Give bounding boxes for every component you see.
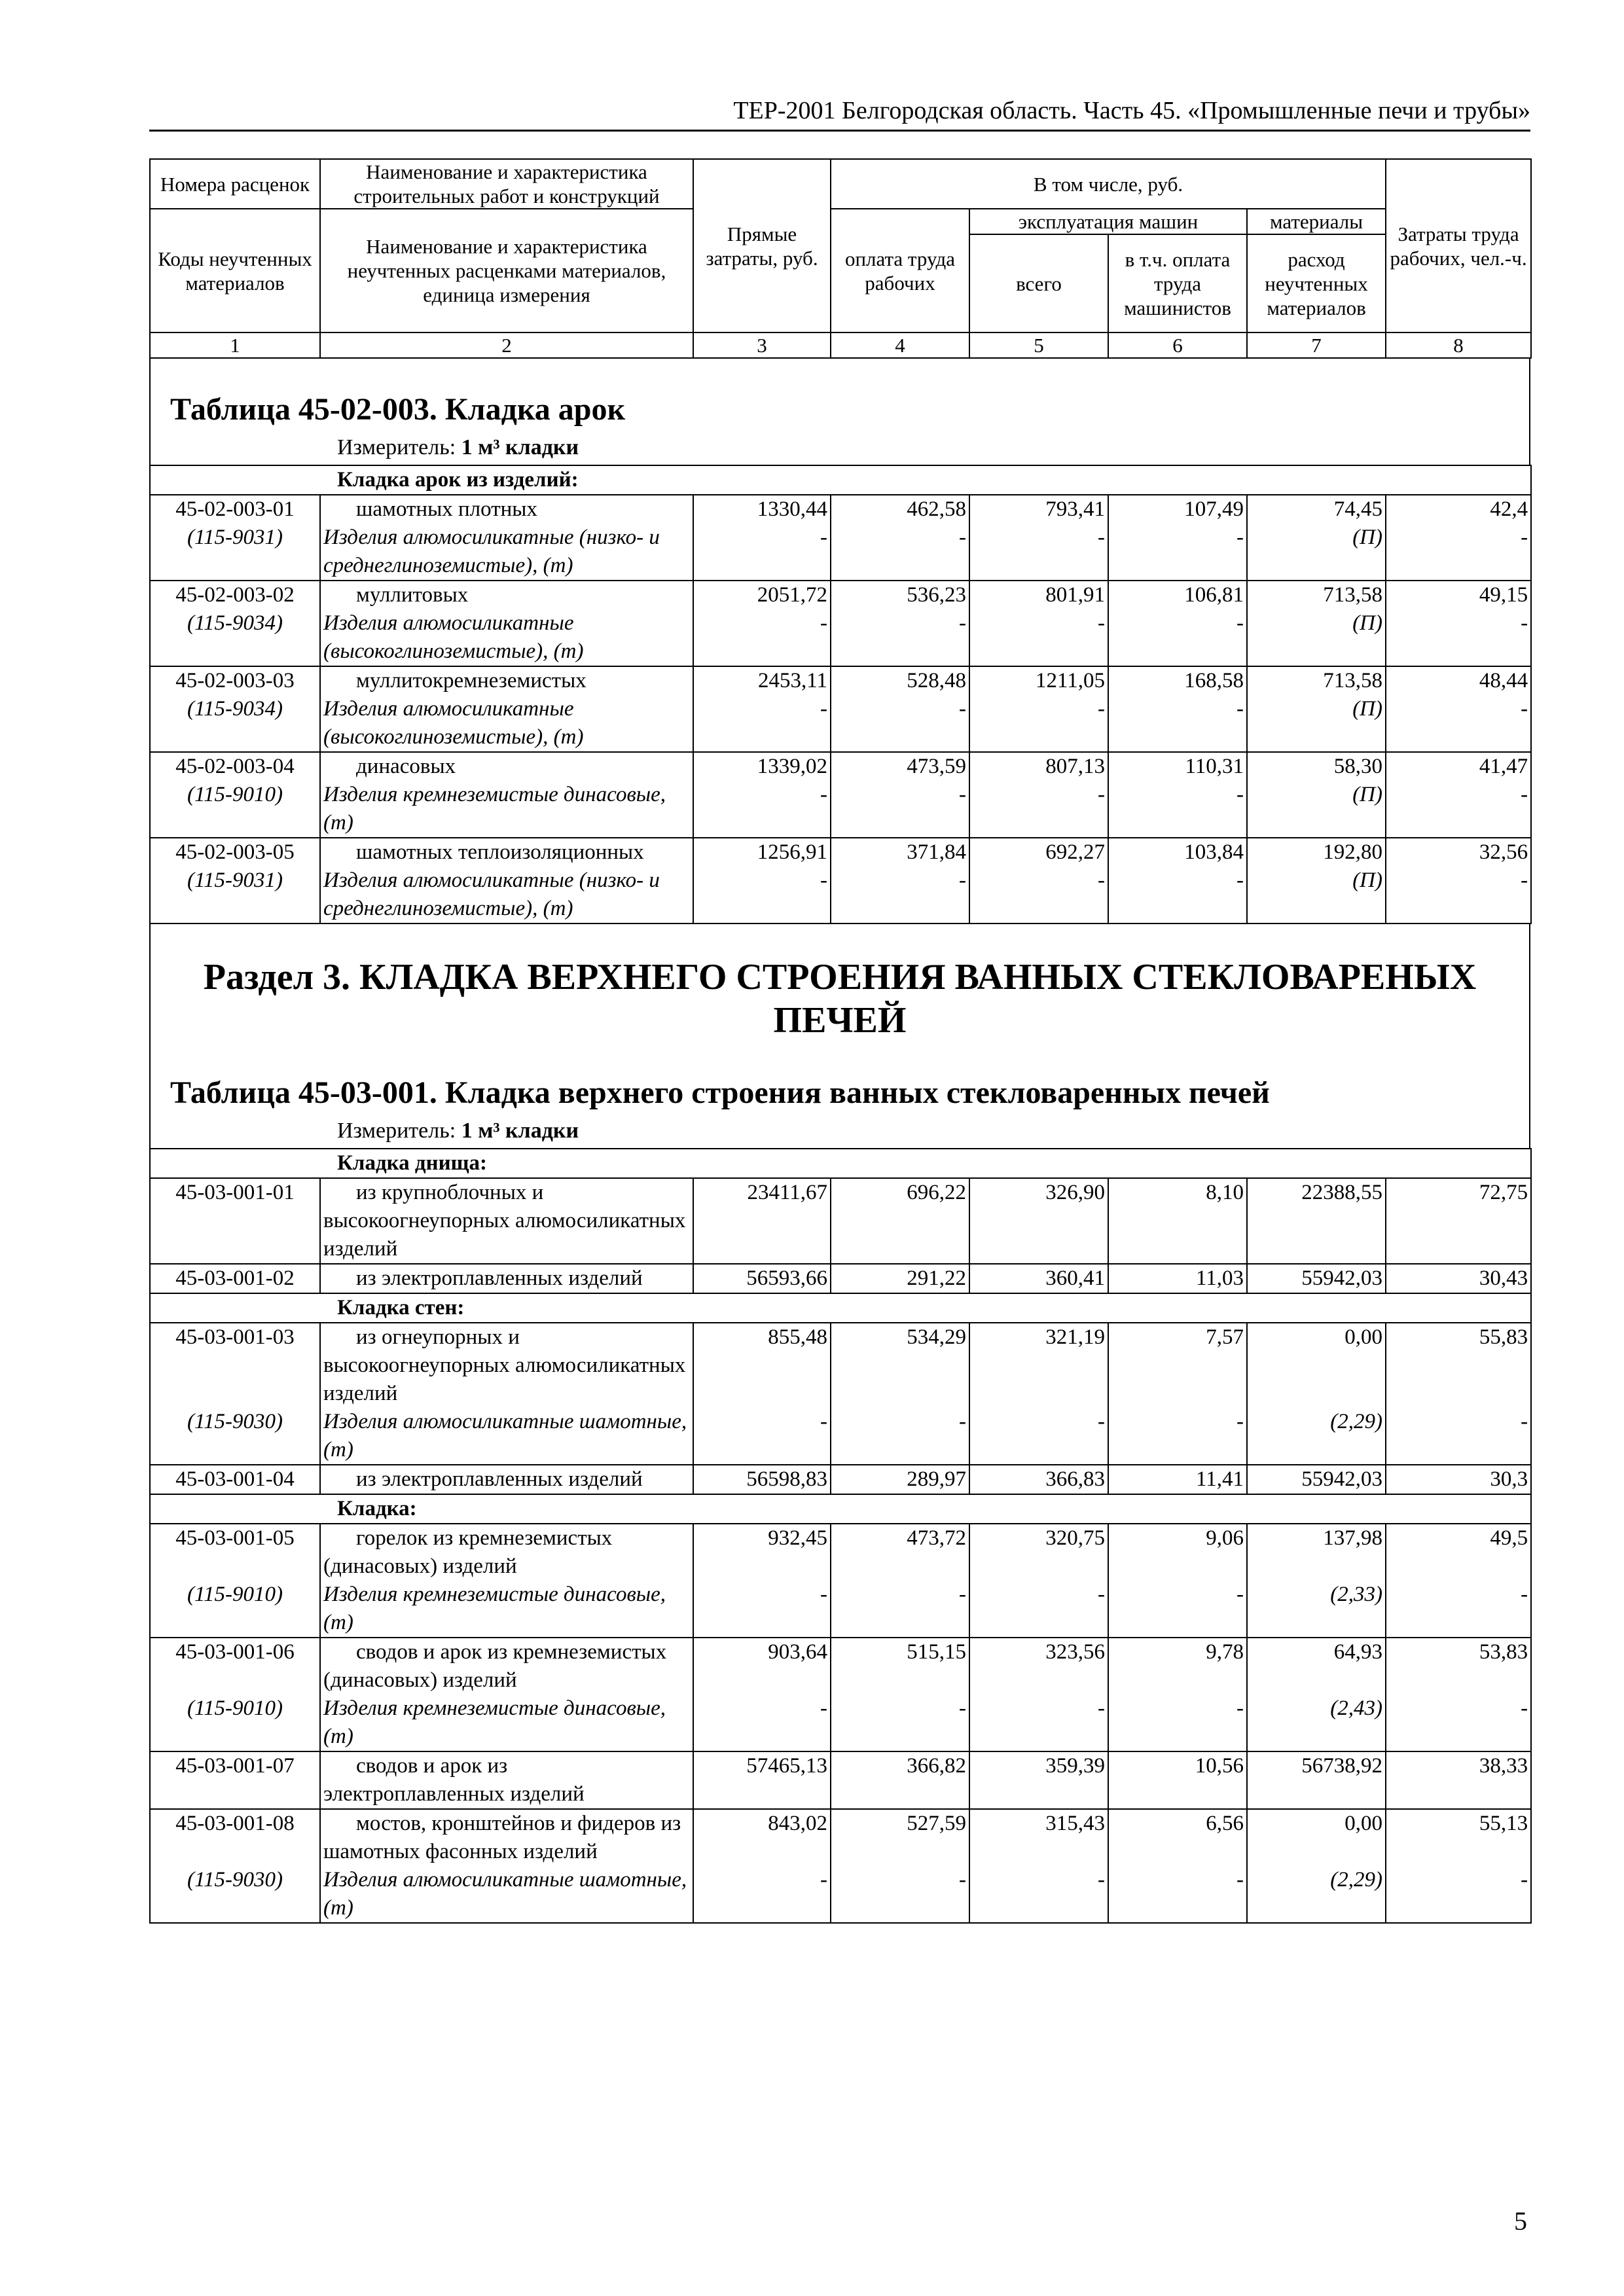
header-col8: Затраты труда рабочих, чел.-ч. <box>1386 159 1531 332</box>
material-cost: 55942,03 <box>1247 1465 1386 1494</box>
material-code: (115-9030) <box>150 1866 320 1923</box>
dash: - <box>969 1866 1108 1923</box>
dash: - <box>969 1408 1108 1465</box>
machine-cost: 320,75 <box>969 1524 1108 1581</box>
table2-body <box>149 1148 1532 1924</box>
labor-cost: 371,84 <box>907 840 966 864</box>
rate-code: 45-02-003-04 <box>175 755 295 778</box>
group-label: Кладка: <box>150 1494 1531 1524</box>
dash: - <box>693 1408 831 1465</box>
work-name: мостов, кронштейнов и фидеров из шамотных фасонных изделий <box>323 1812 681 1863</box>
rate-code: 45-03-001-05 <box>150 1524 320 1581</box>
rate-code: 45-02-003-03 <box>175 669 295 692</box>
dash: - <box>1098 783 1105 806</box>
dash: - <box>1386 1408 1531 1465</box>
operator-cost: 11,03 <box>1108 1264 1247 1293</box>
work-name: сводов и арок из электроплавленных изделий <box>323 1754 585 1806</box>
table-row <box>150 1178 1531 1264</box>
material-consumption: (П) <box>1352 526 1382 549</box>
operator-cost: 9,78 <box>1108 1638 1247 1695</box>
dash: - <box>959 611 966 635</box>
material-name: Изделия алюмосиликатные (высокоглиноземистые), (т) <box>323 611 584 663</box>
labor-cost: 366,82 <box>831 1751 969 1809</box>
table1-title: Таблица 45-02-003. Кладка арок <box>170 392 626 427</box>
labor-hours: 49,15 <box>1479 583 1528 607</box>
material-name: Изделия алюмосиликатные шамотные, (т) <box>320 1866 693 1923</box>
dash: - <box>1236 869 1244 892</box>
work-name: сводов и арок из кремнеземистых (динасовых) изделий <box>323 1640 667 1692</box>
material-name: Изделия кремнеземистые динасовые, (т) <box>320 1695 693 1751</box>
material-consumption: (П) <box>1352 611 1382 635</box>
machine-cost: 692,27 <box>1045 840 1105 864</box>
header-num: 5 <box>969 332 1108 358</box>
material-cost: 0,00 <box>1247 1323 1386 1408</box>
labor-cost: 527,59 <box>831 1809 969 1866</box>
header-col1-bottom: Коды неучтенных материалов <box>150 209 320 332</box>
dash: - <box>820 611 827 635</box>
dash: - <box>1108 1408 1247 1465</box>
rate-code: 45-03-001-08 <box>150 1809 320 1866</box>
table-subrow <box>150 1408 1531 1465</box>
dash: - <box>831 1866 969 1923</box>
direct-cost: 2051,72 <box>757 583 827 607</box>
header-num: 8 <box>1386 332 1531 358</box>
rate-code: 45-03-001-03 <box>150 1323 320 1408</box>
material-cost: 713,58 <box>1323 583 1382 607</box>
header-col7: расход неучтенных материалов <box>1247 234 1386 332</box>
material-code: (115-9030) <box>150 1408 320 1465</box>
dash: - <box>1098 697 1105 721</box>
direct-cost: 932,45 <box>693 1524 831 1581</box>
dash: - <box>1236 783 1244 806</box>
dash: - <box>1108 1866 1247 1923</box>
work-name: шамотных плотных <box>356 497 537 521</box>
machine-cost: 793,41 <box>1045 497 1105 521</box>
table2-title: Таблица 45-03-001. Кладка верхнего строения ванных стекловаренных печей <box>170 1075 1270 1110</box>
direct-cost: 23411,67 <box>693 1178 831 1264</box>
machine-cost: 323,56 <box>969 1638 1108 1695</box>
material-code: (115-9031) <box>187 526 283 549</box>
table-subrow <box>150 1695 1531 1751</box>
header-col3: Прямые затраты, руб. <box>693 159 831 332</box>
dash: - <box>820 869 827 892</box>
dash: - <box>1386 1581 1531 1638</box>
labor-hours: 32,56 <box>1479 840 1528 864</box>
rate-code: 45-03-001-06 <box>150 1638 320 1695</box>
dash: - <box>1108 1695 1247 1751</box>
machine-cost: 807,13 <box>1045 755 1105 778</box>
table-subrow <box>150 1866 1531 1923</box>
dash: - <box>820 526 827 549</box>
header-num: 3 <box>693 332 831 358</box>
group-row <box>150 1149 1531 1178</box>
table2-measure: Измеритель: 1 м³ кладки <box>337 1119 579 1143</box>
dash: - <box>831 1408 969 1465</box>
dash: - <box>969 1581 1108 1638</box>
labor-hours: 30,3 <box>1386 1465 1531 1494</box>
rate-code: 45-03-001-01 <box>150 1178 320 1264</box>
header-num: 2 <box>320 332 693 358</box>
direct-cost: 843,02 <box>693 1809 831 1866</box>
operator-cost: 8,10 <box>1108 1178 1247 1264</box>
operator-cost: 168,58 <box>1184 669 1244 692</box>
header-number-row <box>150 332 1531 358</box>
table-row <box>150 1638 1531 1695</box>
labor-hours: 72,75 <box>1386 1178 1531 1264</box>
material-name: Изделия кремнеземистые динасовые, (т) <box>323 783 666 834</box>
direct-cost: 56593,66 <box>693 1264 831 1293</box>
material-name: Изделия алюмосиликатные (низко- и среднеглиноземистые), (т) <box>323 526 660 577</box>
direct-cost: 1330,44 <box>757 497 827 521</box>
header-materials: материалы <box>1247 209 1386 234</box>
labor-hours: 41,47 <box>1479 755 1528 778</box>
header-num: 6 <box>1108 332 1247 358</box>
dash: - <box>959 697 966 721</box>
table-row <box>150 1751 1531 1809</box>
labor-hours: 53,83 <box>1386 1638 1531 1695</box>
dash: - <box>831 1695 969 1751</box>
group-row <box>150 1494 1531 1524</box>
header-num: 7 <box>1247 332 1386 358</box>
dash: - <box>693 1866 831 1923</box>
dash: - <box>959 526 966 549</box>
header-col4: оплата труда рабочих <box>831 209 969 332</box>
machine-cost: 359,39 <box>969 1751 1108 1809</box>
labor-hours: 49,5 <box>1386 1524 1531 1581</box>
dash: - <box>1521 697 1528 721</box>
dash: - <box>693 1695 831 1751</box>
material-consumption: (2,33) <box>1247 1581 1386 1638</box>
work-name: из крупноблочных и высокоогнеупорных алюмосиликатных изделий <box>323 1181 686 1261</box>
operator-cost: 11,41 <box>1108 1465 1247 1494</box>
table-row <box>150 1323 1531 1408</box>
labor-hours: 48,44 <box>1479 669 1528 692</box>
table1-measure: Измеритель: 1 м³ кладки <box>337 435 579 459</box>
material-cost: 22388,55 <box>1247 1178 1386 1264</box>
material-cost: 56738,92 <box>1247 1751 1386 1809</box>
material-name: Изделия алюмосиликатные (низко- и среднеглиноземистые), (т) <box>323 869 660 920</box>
section3-title: Раздел 3. КЛАДКА ВЕРХНЕГО СТРОЕНИЯ ВАННЫХ СТЕКЛОВАРЕНЫХ ПЕЧЕЙ <box>203 957 1477 1041</box>
dash: - <box>1098 869 1105 892</box>
material-code: (115-9010) <box>150 1695 320 1751</box>
machine-cost: 360,41 <box>969 1264 1108 1293</box>
labor-cost: 534,29 <box>831 1323 969 1408</box>
machine-cost: 366,83 <box>969 1465 1108 1494</box>
material-code: (115-9010) <box>187 783 283 806</box>
work-name: шамотных теплоизоляционных <box>356 840 644 864</box>
material-cost: 64,93 <box>1247 1638 1386 1695</box>
header-num: 4 <box>831 332 969 358</box>
operator-cost: 10,56 <box>1108 1751 1247 1809</box>
operator-cost: 106,81 <box>1184 583 1244 607</box>
header-num: 1 <box>150 332 320 358</box>
operator-cost: 107,49 <box>1184 497 1244 521</box>
section3-caption <box>149 924 1530 1148</box>
operator-cost: 103,84 <box>1184 840 1244 864</box>
labor-cost: 536,23 <box>907 583 966 607</box>
dash: - <box>1236 611 1244 635</box>
dash: - <box>1386 1695 1531 1751</box>
header-incl: В том числе, руб. <box>831 159 1386 209</box>
machine-cost: 326,90 <box>969 1178 1108 1264</box>
table-row <box>150 1524 1531 1581</box>
labor-cost: 696,22 <box>831 1178 969 1264</box>
material-consumption: (П) <box>1352 783 1382 806</box>
labor-hours: 42,4 <box>1490 497 1528 521</box>
operator-cost: 7,57 <box>1108 1323 1247 1408</box>
rate-code: 45-02-003-05 <box>175 840 295 864</box>
direct-cost: 903,64 <box>693 1638 831 1695</box>
operator-cost: 9,06 <box>1108 1524 1247 1581</box>
dash: - <box>1521 783 1528 806</box>
work-name: из огнеупорных и высокоогнеупорных алюмосиликатных изделий <box>323 1325 686 1405</box>
labor-cost: 473,72 <box>831 1524 969 1581</box>
direct-cost: 2453,11 <box>757 669 827 692</box>
rate-code: 45-03-001-07 <box>150 1751 320 1809</box>
dash: - <box>1108 1581 1247 1638</box>
labor-cost: 473,59 <box>907 755 966 778</box>
dash: - <box>693 1581 831 1638</box>
direct-cost: 1339,02 <box>757 755 827 778</box>
dash: - <box>831 1581 969 1638</box>
header-col1-top: Номера расценок <box>150 159 320 209</box>
header-col2-top: Наименование и характеристика строительных работ и конструкций <box>320 159 693 209</box>
table-row <box>150 1809 1531 1866</box>
labor-cost: 462,58 <box>907 497 966 521</box>
work-name: муллитокремнеземистых <box>356 669 586 692</box>
direct-cost: 1256,91 <box>757 840 827 864</box>
dash: - <box>1521 611 1528 635</box>
material-cost: 713,58 <box>1323 669 1382 692</box>
table-row <box>150 1465 1531 1494</box>
rate-code: 45-03-001-04 <box>150 1465 320 1494</box>
header-col2-bottom: Наименование и характеристика неучтенных расценками материалов, единица измерения <box>320 209 693 332</box>
operator-cost: 6,56 <box>1108 1809 1247 1866</box>
running-header: ТЕР-2001 Белгородская область. Часть 45. «Промышленные печи и трубы» <box>149 96 1530 132</box>
rate-code: 45-02-003-01 <box>175 497 295 521</box>
work-name: муллитовых <box>356 583 469 607</box>
main-content <box>149 158 1530 1924</box>
dash: - <box>820 783 827 806</box>
machine-cost: 321,19 <box>969 1323 1108 1408</box>
table-row <box>150 581 1531 666</box>
group-label: Кладка арок из изделий: <box>150 465 1531 495</box>
dash: - <box>1236 697 1244 721</box>
material-code: (115-9034) <box>187 611 283 635</box>
dash: - <box>1386 1866 1531 1923</box>
material-cost: 55942,03 <box>1247 1264 1386 1293</box>
work-name: из электроплавленных изделий <box>356 1266 643 1290</box>
material-cost: 74,45 <box>1333 497 1382 521</box>
material-consumption: (П) <box>1352 869 1382 892</box>
material-code: (115-9034) <box>187 697 283 721</box>
work-name: из электроплавленных изделий <box>356 1467 643 1491</box>
material-cost: 192,80 <box>1323 840 1382 864</box>
page-number: 5 <box>1514 2206 1527 2236</box>
dash: - <box>1521 869 1528 892</box>
dash: - <box>969 1695 1108 1751</box>
labor-hours: 55,13 <box>1386 1809 1531 1866</box>
rate-code: 45-02-003-02 <box>175 583 295 607</box>
dash: - <box>959 783 966 806</box>
operator-cost: 110,31 <box>1185 755 1244 778</box>
machine-cost: 315,43 <box>969 1809 1108 1866</box>
dash: - <box>1521 526 1528 549</box>
machine-cost: 801,91 <box>1045 583 1105 607</box>
direct-cost: 57465,13 <box>693 1751 831 1809</box>
table-row <box>150 838 1531 924</box>
table1-body <box>149 465 1532 924</box>
dash: - <box>1236 526 1244 549</box>
direct-cost: 56598,83 <box>693 1465 831 1494</box>
table-row <box>150 1264 1531 1293</box>
labor-cost: 528,48 <box>907 669 966 692</box>
material-name: Изделия алюмосиликатные шамотные, (т) <box>320 1408 693 1465</box>
group-row <box>150 465 1531 495</box>
group-row <box>150 1293 1531 1323</box>
material-consumption: (2,43) <box>1247 1695 1386 1751</box>
material-cost: 137,98 <box>1247 1524 1386 1581</box>
labor-hours: 55,83 <box>1386 1323 1531 1408</box>
work-name: динасовых <box>356 755 456 778</box>
table-row <box>150 752 1531 838</box>
header-machines: эксплуатация машин <box>969 209 1247 234</box>
work-name: горелок из кремнеземистых (динасовых) изделий <box>323 1526 613 1578</box>
material-cost: 58,30 <box>1333 755 1382 778</box>
material-code: (115-9010) <box>150 1581 320 1638</box>
material-name: Изделия кремнеземистые динасовые, (т) <box>320 1581 693 1638</box>
header-col6: в т.ч. оплата труда машинистов <box>1108 234 1247 332</box>
table-row <box>150 666 1531 752</box>
dash: - <box>1098 526 1105 549</box>
labor-hours: 30,43 <box>1386 1264 1531 1293</box>
table1-caption <box>149 359 1530 465</box>
material-consumption: (2,29) <box>1247 1866 1386 1923</box>
material-consumption: (П) <box>1352 697 1382 721</box>
rate-code: 45-03-001-02 <box>150 1264 320 1293</box>
labor-cost: 515,15 <box>831 1638 969 1695</box>
header-col5: всего <box>969 234 1108 332</box>
material-consumption: (2,29) <box>1247 1408 1386 1465</box>
column-header-table <box>149 158 1532 359</box>
dash: - <box>820 697 827 721</box>
labor-hours: 38,33 <box>1386 1751 1531 1809</box>
dash: - <box>959 869 966 892</box>
material-code: (115-9031) <box>187 869 283 892</box>
material-name: Изделия алюмосиликатные (высокоглиноземистые), (т) <box>323 697 584 749</box>
table-row <box>150 495 1531 581</box>
machine-cost: 1211,05 <box>1035 669 1105 692</box>
material-cost: 0,00 <box>1247 1809 1386 1866</box>
group-label: Кладка стен: <box>150 1293 1531 1323</box>
labor-cost: 291,22 <box>831 1264 969 1293</box>
dash: - <box>1098 611 1105 635</box>
group-label: Кладка днища: <box>150 1149 1531 1178</box>
direct-cost: 855,48 <box>693 1323 831 1408</box>
table-subrow <box>150 1581 1531 1638</box>
labor-cost: 289,97 <box>831 1465 969 1494</box>
